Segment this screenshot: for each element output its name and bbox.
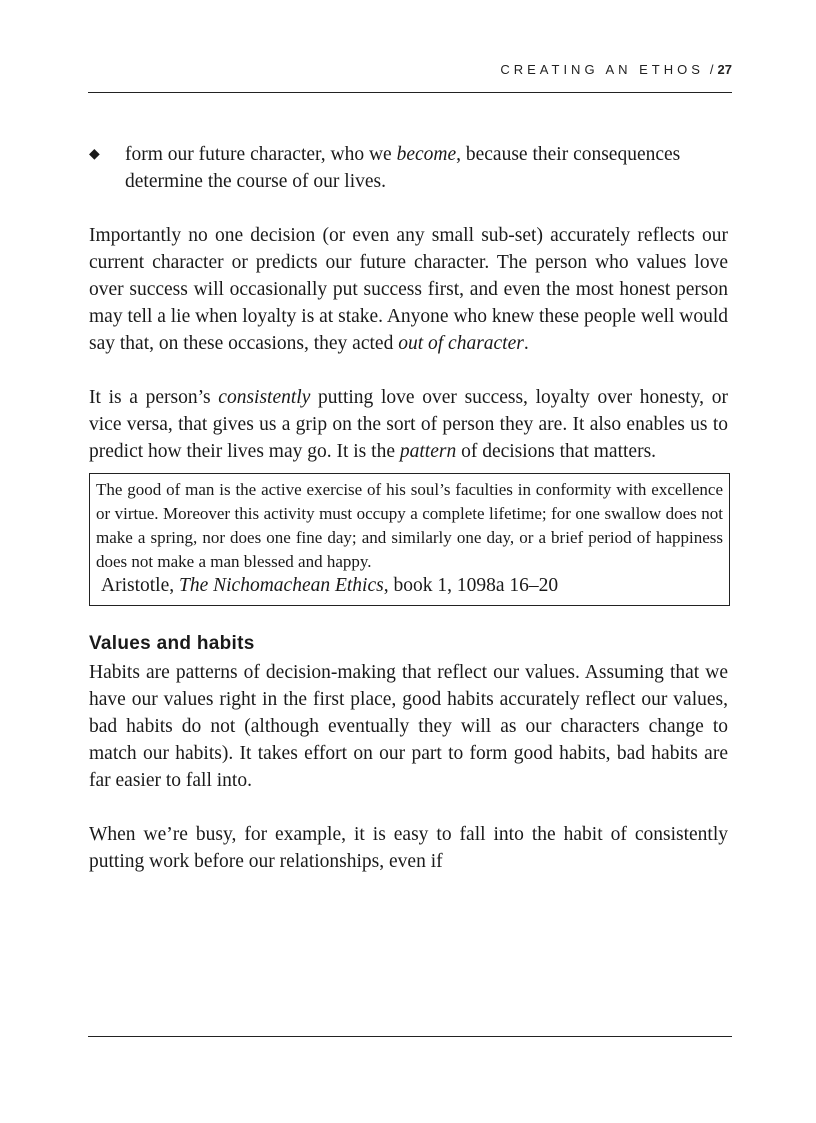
running-head (88, 62, 732, 77)
paragraph-habits: Habits are patterns of decision-making that reflect our values. Assuming that we have our values right in the first place, good habits accurately reflect our values, bad habits do not (although eventually they will as our characters change to match our habits). It takes effort on our part to form good habits, bad habits are far easier to fall into. (89, 662, 728, 791)
page-body (89, 141, 728, 902)
running-title: CREATING AN ETHOS (500, 62, 704, 77)
paragraph-consistently: It is a person’s consistently putting love over success, loyalty over honesty, or vice versa, that gives us a grip on the sort of person they are. It also enables us to predict how their lives may go. It is the pattern of decisions that matters. (89, 387, 728, 462)
diamond-bullet-icon: ◆ (89, 147, 100, 162)
emphasis-out-of-character: out of character (398, 333, 524, 354)
citation-work-title: The Nichomachean Ethics (179, 575, 384, 596)
paragraph-importantly: Importantly no one decision (or even any small sub-set) accurately reflects our current character or predicts our future character. The person who values love over success will occasionally put success first, and even the most honest person may tell a lie when loyalty is at stake. Anyone who knew these people well would say that, on these occasions, they acted out of character. (89, 225, 729, 354)
section-heading: Values and habits (89, 633, 255, 654)
bullet-text: form our future character, who we become, because their consequences determine the course of our lives. (125, 144, 681, 192)
emphasis-consistently: consistently (218, 387, 311, 408)
quote-citation: Aristotle, The Nichomachean Ethics, book 1, 1098a 16–20 (101, 575, 559, 596)
paragraph-busy: When we’re busy, for example, it is easy to fall into the habit of consistently putting work before our relationships, even if (89, 824, 728, 872)
quote-box (89, 473, 730, 606)
running-head-separator: / (709, 62, 714, 77)
page-number: 27 (717, 62, 732, 77)
emphasis-pattern: pattern (399, 441, 457, 462)
footer-rule (88, 1036, 732, 1037)
emphasis-become: become (396, 144, 457, 165)
bullet-list-item (89, 141, 728, 195)
header-rule (88, 92, 732, 93)
aristotle-quote: The good of man is the active exercise of his soul’s faculties in conformity with excellence or virtue. Moreover this activity must occupy a complete lifetime; for one swallow does not make a spring, nor does one fine day; and similarly one day, or a brief period of happiness does not make a man blessed and happy. (96, 480, 723, 571)
